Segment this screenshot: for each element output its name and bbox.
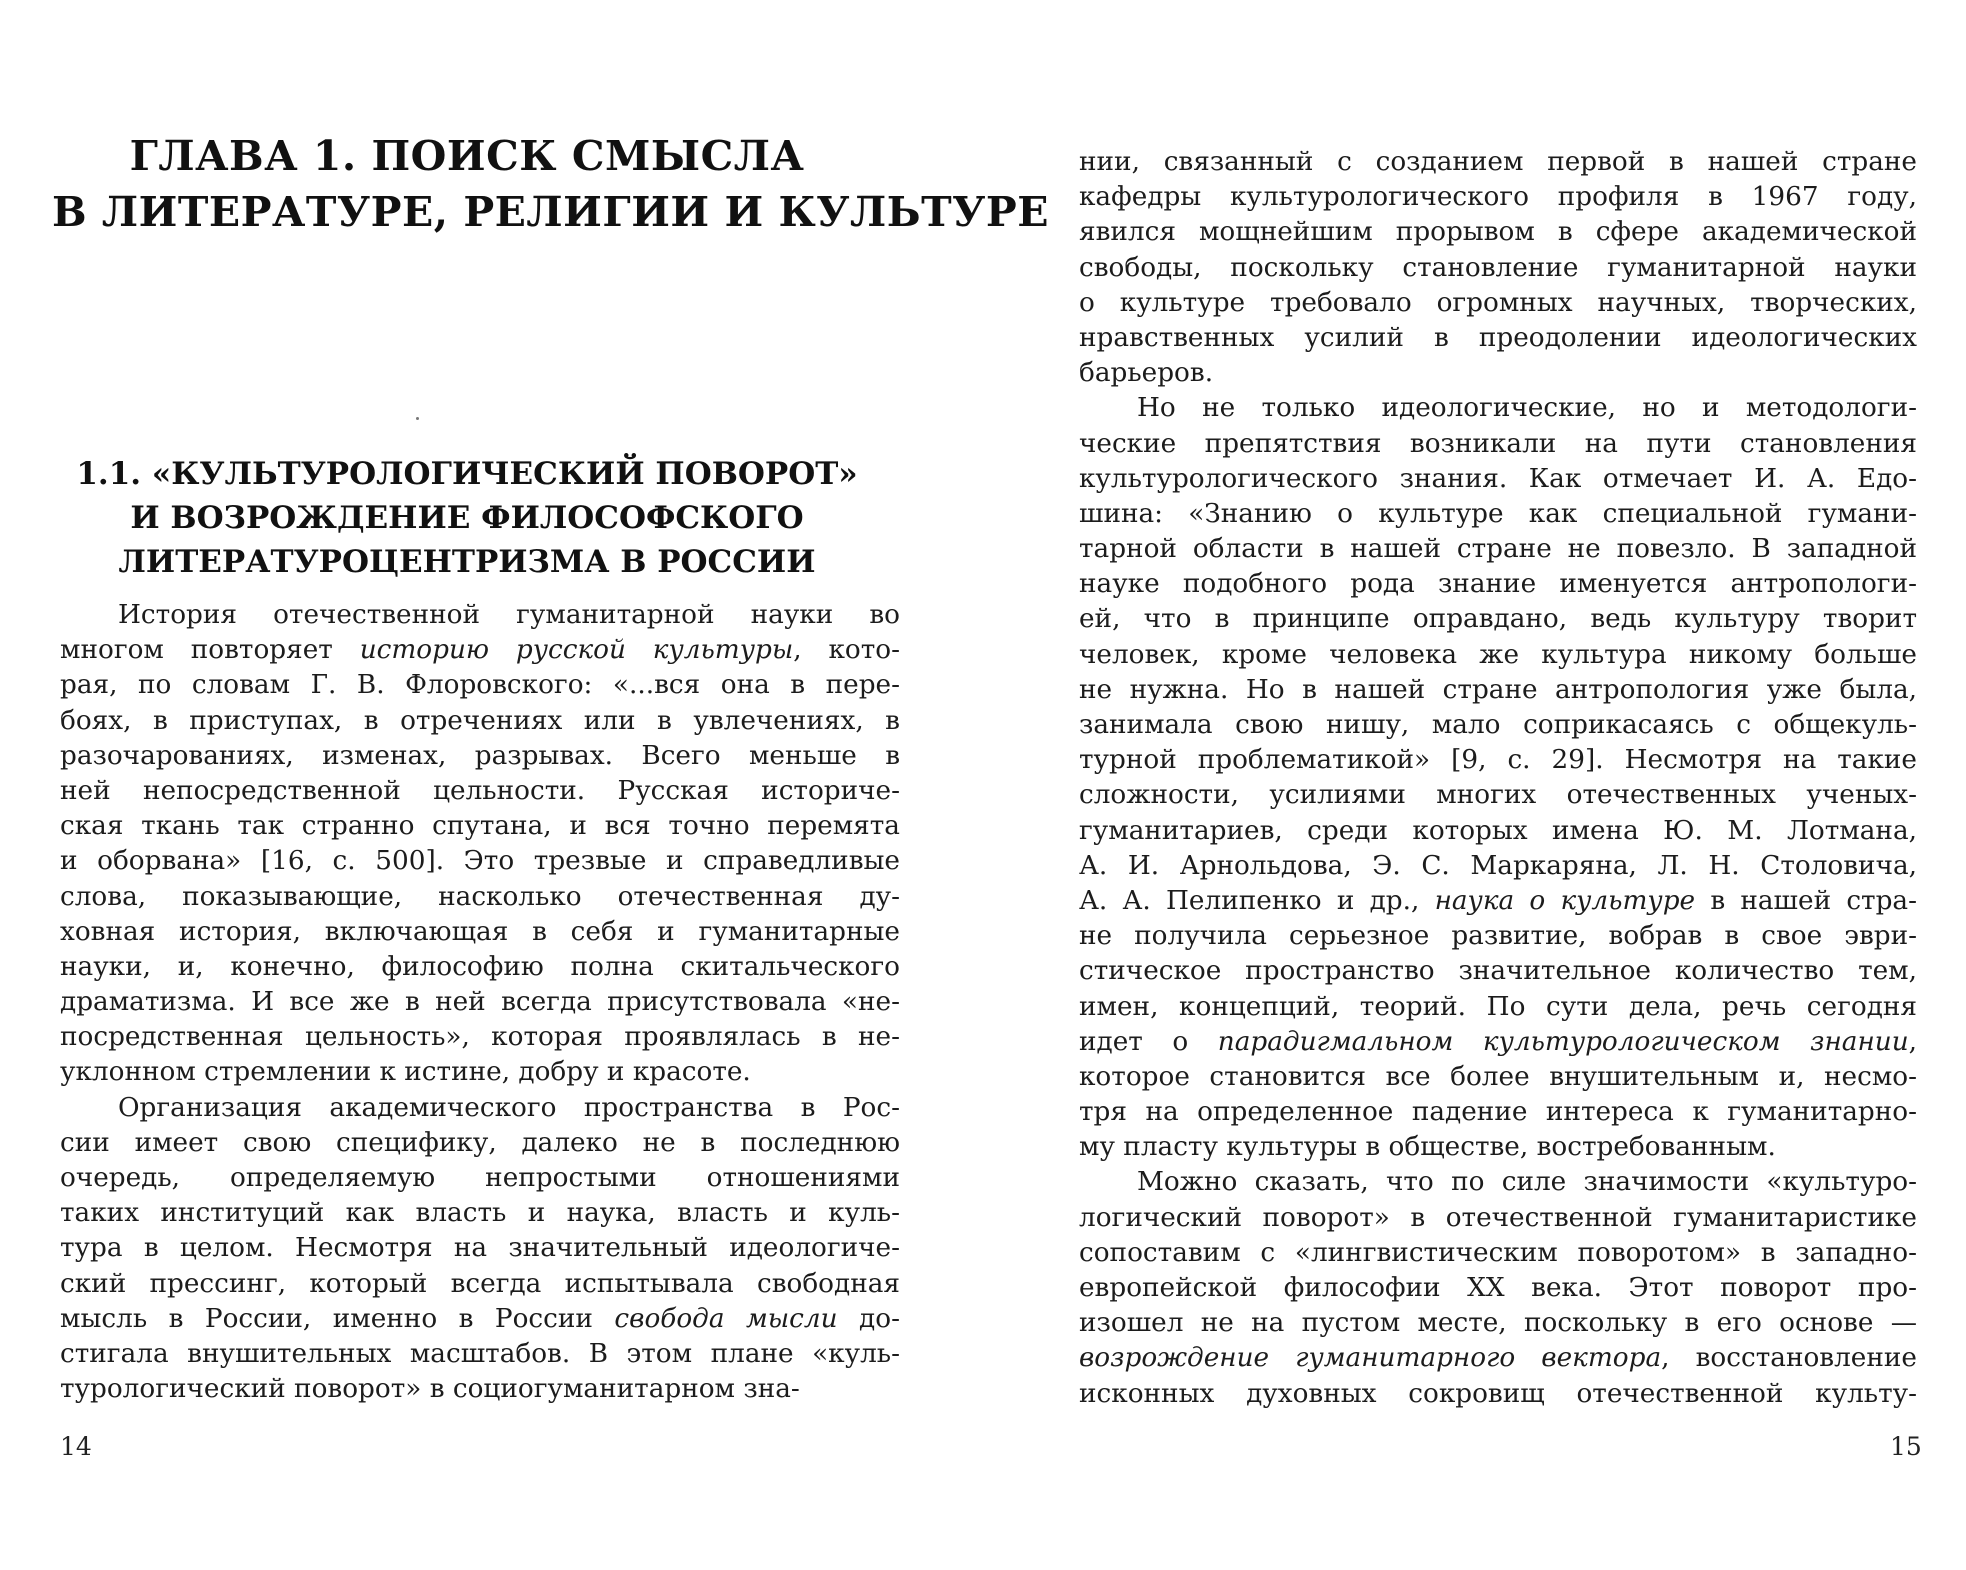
text-line: возрождение гуманитарного вектора, восстановление — [1079, 1343, 1917, 1374]
text-line: ней непосредственной цельности. Русская историче- — [60, 775, 900, 806]
text-line: мысль в России, именно в России свобода мысли до- — [60, 1303, 900, 1334]
text-line: ский прессинг, который всегда испытывала свободная — [60, 1268, 900, 1299]
text-line: гуманитариев, среди которых имена Ю. М. Лотмана, — [1079, 815, 1917, 846]
text-line: изошел не на пустом месте, поскольку в его основе — — [1079, 1308, 1917, 1339]
page-number: 14 — [60, 1432, 92, 1461]
text-line: европейской философии XX века. Этот поворот про- — [1079, 1273, 1917, 1303]
page-number: 15 — [1890, 1432, 1922, 1461]
italic-emphasis: возрождение гуманитарного вектора — [1079, 1343, 1662, 1374]
text-line: Но не только идеологические, но и методологи- — [1137, 393, 1917, 424]
text-line: стическое пространство значительное количество тем, — [1079, 956, 1917, 987]
text-line: таких институций как власть и наука, власть и куль- — [60, 1198, 900, 1229]
text-line: сии имеет свою специфику, далеко не в последнюю — [60, 1127, 900, 1158]
text-line: Организация академического пространства в Рос- — [118, 1092, 900, 1123]
text-line: занимала свою нишу, мало соприкасаясь с общекуль- — [1079, 710, 1917, 740]
text-line: му пласту культуры в обществе, востребованным. — [1079, 1132, 1776, 1163]
body-text — [60, 598, 900, 1407]
text-line: и оборвана» [16, с. 500]. Это трезвые и справедливые — [60, 846, 900, 877]
italic-emphasis: наука о культуре — [1434, 885, 1696, 916]
text-line: о культуре требовало огромных научных, творческих, — [1079, 287, 1917, 318]
text-line: уклонном стремлении к истине, добру и красоте. — [60, 1057, 751, 1088]
text-line: Можно сказать, что по силе значимости «культуро- — [1137, 1167, 1917, 1198]
text-line: тарной области в нашей стране не повезло. В западной — [1079, 534, 1917, 565]
text-line: имен, концепций, теорий. По сути дела, речь сегодня — [1079, 991, 1917, 1022]
text-line: нии, связанный с созданием первой в нашей стране — [1079, 147, 1917, 177]
section-title-line: ЛИТЕРАТУРОЦЕНТРИЗМА В РОССИИ — [118, 544, 816, 580]
text-line: слова, показывающие, насколько отечественная ду- — [60, 881, 900, 912]
stray-dot — [416, 417, 419, 420]
text-line: драматизма. И все же в ней всегда присутствовала «не- — [60, 987, 900, 1018]
right-page — [983, 0, 1966, 1570]
text-line: свободы, поскольку становление гуманитарной науки — [1079, 252, 1917, 283]
body-text — [1079, 145, 1917, 1412]
text-line: не нужна. Но в нашей стране антропология уже была, — [1079, 674, 1917, 705]
text-line: стигала внушительных масштабов. В этом плане «куль- — [60, 1338, 900, 1369]
section-title-line: И ВОЗРОЖДЕНИЕ ФИЛОСОФСКОГО — [130, 500, 804, 536]
text-line: ская ткань так странно спутана, и вся точно перемята — [60, 811, 900, 842]
text-line: А. А. Пелипенко и др., наука о культуре в нашей стра- — [1079, 885, 1917, 916]
italic-emphasis: парадигмальном культурологическом знании — [1217, 1026, 1909, 1057]
text-line: человек, кроме человека же культура никому больше — [1079, 639, 1917, 670]
text-line: разочарованиях, изменах, разрывах. Всего меньше в — [60, 740, 900, 771]
text-line: ховная история, включающая в себя и гуманитарные — [60, 916, 900, 947]
text-line: А. И. Арнольдова, Э. С. Маркаряна, Л. Н. Столовича, — [1079, 850, 1917, 881]
text-line: турной проблематикой» [9, с. 29]. Несмотря на такие — [1079, 745, 1917, 776]
text-line: культурологического знания. Как отмечает И. А. Едо- — [1079, 463, 1917, 494]
text-line: тря на определенное падение интереса к гуманитарно- — [1079, 1097, 1917, 1128]
chapter-title-line: В ЛИТЕРАТУРЕ, РЕЛИГИИ И КУЛЬТУРЕ — [52, 188, 1049, 236]
chapter-title — [52, 128, 1049, 240]
text-line: многом повторяет историю русской культуры, кото- — [60, 635, 900, 666]
text-line: логический поворот» в отечественной гуманитаристике — [1079, 1202, 1917, 1233]
text-line: боях, в приступах, в отречениях или в увлечениях, в — [60, 705, 900, 736]
text-line: История отечественной гуманитарной науки во — [118, 600, 900, 630]
text-line: которое становится все более внушительным и, несмо- — [1079, 1061, 1917, 1092]
text-line: сложности, усилиями многих отечественных ученых- — [1079, 780, 1917, 811]
text-line: ческие препятствия возникали на пути становления — [1079, 428, 1917, 459]
text-line: нравственных усилий в преодолении идеологических — [1079, 322, 1917, 353]
text-line: ей, что в принципе оправдано, ведь культуру творит — [1079, 604, 1917, 635]
text-line: явился мощнейшим прорывом в сфере академической — [1079, 217, 1917, 248]
text-line: посредственная цельность», которая проявлялась в не- — [60, 1022, 900, 1053]
text-line: исконных духовных сокровищ отечественной культу- — [1079, 1378, 1917, 1409]
text-line: науке подобного рода знание именуется антропологи- — [1079, 569, 1917, 600]
text-line: кафедры культурологического профиля в 1967 году, — [1079, 182, 1917, 213]
section-title-line: 1.1. «КУЛЬТУРОЛОГИЧЕСКИЙ ПОВОРОТ» — [76, 456, 858, 492]
text-line: очередь, определяемую непростыми отношениями — [60, 1163, 900, 1193]
text-line: идет о парадигмальном культурологическом знании, — [1079, 1026, 1917, 1057]
text-line: науки, и, конечно, философию полна скитальческого — [60, 951, 900, 982]
section-title — [52, 452, 882, 584]
italic-emphasis: свобода мысли — [614, 1303, 838, 1334]
text-line: шина: «Знанию о культуре как специальной гумани- — [1079, 498, 1917, 529]
text-line: не получила серьезное развитие, вобрав в свое эври- — [1079, 921, 1917, 952]
text-line: барьеров. — [1079, 358, 1214, 389]
text-line: турологический поворот» в социогуманитарном зна- — [60, 1374, 800, 1405]
italic-emphasis: историю русской культуры — [359, 635, 794, 666]
text-line: рая, по словам Г. В. Флоровского: «...вся она в пере- — [60, 670, 900, 701]
chapter-title-line: ГЛАВА 1. ПОИСК СМЫСЛА — [129, 132, 805, 180]
text-line: тура в целом. Несмотря на значительный идеологиче- — [60, 1233, 900, 1264]
text-line: сопоставим с «лингвистическим поворотом» в западно- — [1079, 1237, 1917, 1268]
